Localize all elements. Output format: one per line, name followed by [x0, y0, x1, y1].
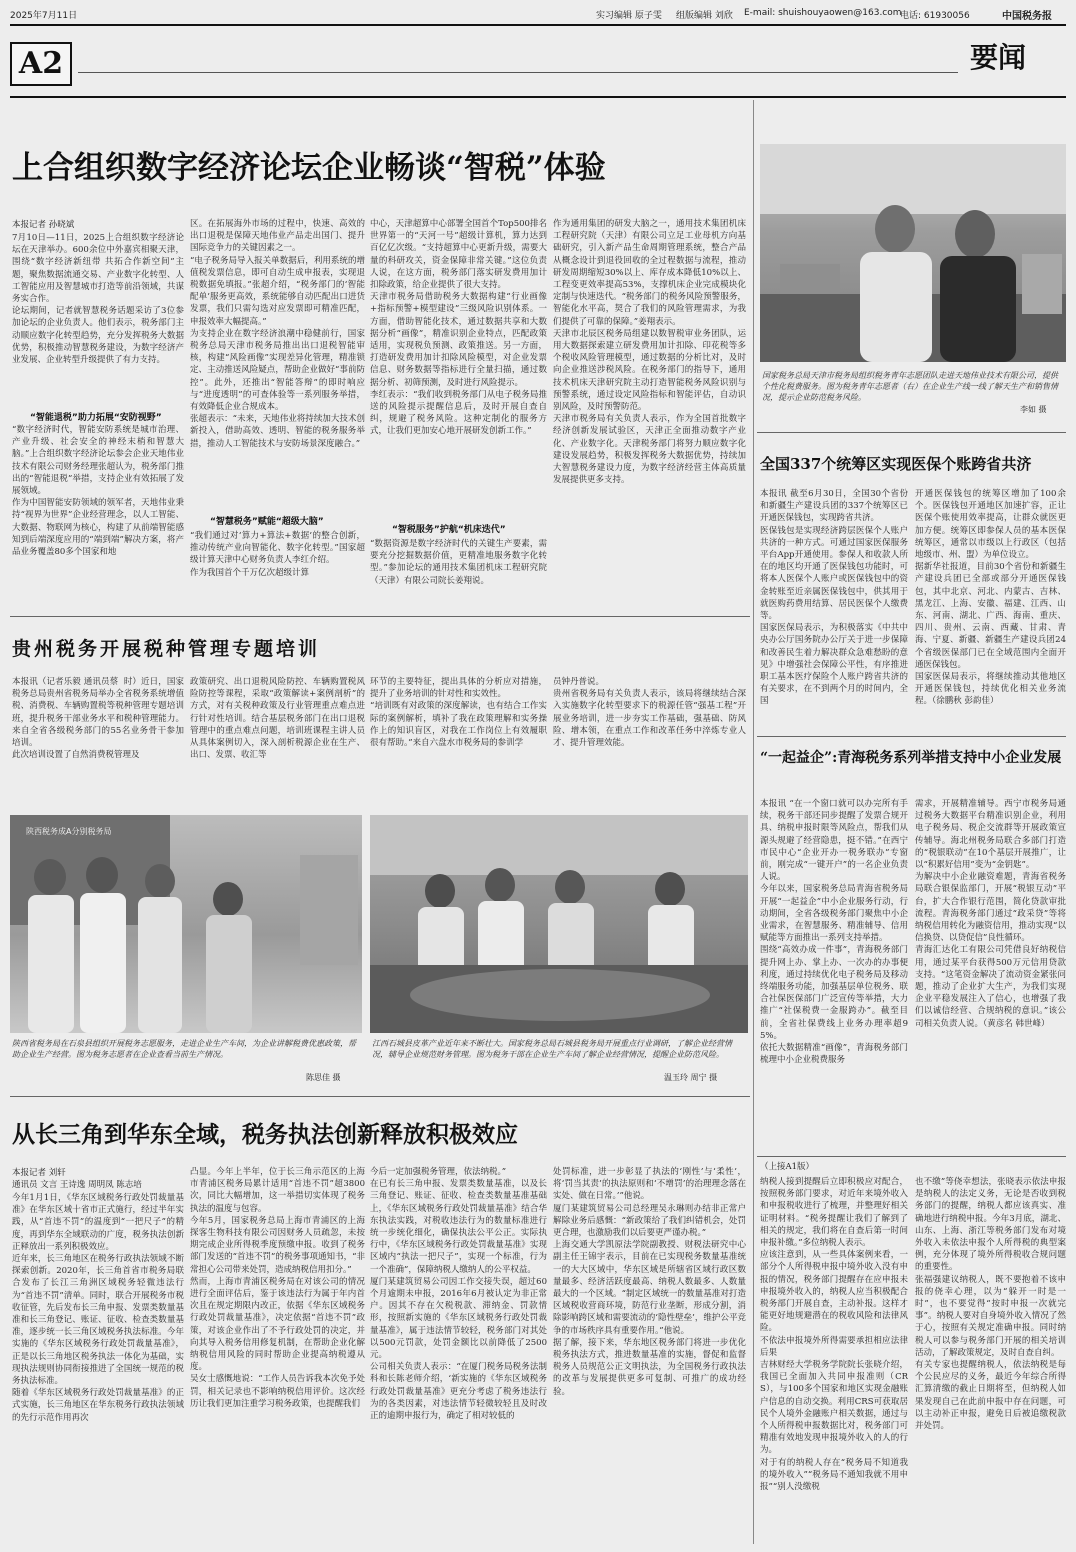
photo2-sign-text: 陕西税务成A分别税务局 [26, 827, 112, 836]
section-rule [78, 72, 958, 73]
photo3-credit: 温玉玲 周宁 摄 [664, 1073, 718, 1082]
article4-col2: 需求，开展精准辅导。西宁市税务局通过税务大数据平台精准识别企业，利用电子税务局、税企交流群等开展政策宣传辅导。海北州税务局联合多部门打造的“税银联动”在10个基层开展推广，让以“积累好信用”变为“金钥匙”。 为解决中小企业融资难题，青海省税务局联合银保监部门，开展“税银互动”平台，扩大合作银行范围，简化贷款审批流程。青海税务部门通过“政采贷”等将纳税信用转化为融资信用，推动实现“以信换贷、以贷促信”良性循环。 青海汇达化工有限公司凭借良好纳税信用，通过某平台获得500万元信用贷款支持。“这笔资金解决了流动资金紧张问题，推动了企业扩大生产，为我们实现企业平稳发展注入了信心，也增强了我们以诚信经营、合规纳税的意识。”该公司相关负责人说。（黄彦名 韩世峰） [915, 799, 1066, 1029]
contact-phone: 电话: 61930056 [900, 11, 970, 21]
article1-col1: 7月10日—11日，2025上合组织数字经济论坛在天津举办。600余位中外嘉宾相聚天津，围绕“数字经济新纽带 共拓合作新空间”主题，聚焦数据流通交易、产业数字化转型、人工智能应用及智慧城市打造等前沿领域，共谋务实合作。 论坛期间，记者就智慧税务话题采访了3位参加论坛的企业负责人。他们表示，税务部门主动顺应数字化转型趋势，充分发挥税务大数据优势，积极推动智慧税务建设，为数字经济产业发展、企业转型升级提供了有力支持。 [12, 233, 184, 366]
article5-col1: 今年1月1日，《华东区域税务行政处罚裁量基准》在华东区域十省市正式施行，经过半年实践，从“首违不罚”的温度到“一把尺子”的精度，再到华东全域联动的广度，税务执法创新正释放出一系列积极效应。 近年来，长三角地区在税务行政执法领域不断探索创新。2020年，长三角首省市税务局联合发布了长江三角洲区域税务轻微违法行为“首违不罚”清单。同时，联合开展税务市税收征管，先后发布长三角申报、发票类数量基准和长三角登记、账证、征收、检查类数量基准，逐步统一长三角区域税务执法标准。今年实施的《华东区域税务行政处罚裁量基准》，正是以长三角地区税务执法一体化为基础，实现执法规则协同衔接推进了全国统一规范的税务执法标准。 随着《华东区域税务行政处罚裁量基准》的正式实施，长三角地区在华东税务行政执法领域的先行示范作用再次 [12, 1193, 184, 1423]
photo-shaanxi-volunteers [10, 815, 362, 1033]
masthead-rule [10, 24, 1066, 26]
photo2-caption: 陕西省税务局在石泉县组织开展税务志愿服务，走进企业生产车间，为企业讲解税费优惠政策，帮助企业生产经营。图为税务志愿者在企业查看当前生产情况。 [12, 1039, 356, 1059]
article6-col1: 纳税人接到提醒后立即积极应对配合，按照税务部门要求，对近年来境外收入和申报税收进行了梳理，并整理好相关证明材料。“税务提醒让我们了解到了相关的规定，我们将在自查后第一时间申报补缴。”多位纳税人表示。 应该注意到，从一些具体案例来看，一部分个人所得税申报中境外收入没有申报的情况，税务部门提醒存在应申报未申报境外收入的，纳税人应当积极配合税务部门开展自查，主动补报。这样才能更好地规避潜在的税收风险和法律风险。 不依法申报境外所得需要承担相应法律后果 吉林财经大学税务学院院长张晓介绍，我国已全面加入共同申报准则（CRS），与100多个国家和地区实现金融账户信息的自动交换。利用CRS可获取居民个人境外金融账户相关数据，通过与个人所得税申报数据比对，税务部门可精准有效地发现申报境外收入的人的行为。 对于有的纳税人存在“税务局不知道我的境外收入”“税务局不通知我就不用申报”“别人没缴税 [760, 1177, 908, 1493]
editor-credit: 实习编辑 原子雯 [596, 11, 662, 21]
article1-col2b: “我们通过对‘算力+算法+数据’的整合创新，推动传统产业向智能化、数字化转型。”国家超级计算天津中心财务负责人李红介绍。 作为我国首个千万亿次超级计算 [190, 531, 365, 578]
rule-article4-top [757, 736, 1066, 737]
article3-col4: 员钟丹普说。 贵州省税务局有关负责人表示，该局将继续结合深入实施数字化转型要求下的税源任管“强基工程”开展业务培训，进一步夯实工作基础，强基础、防风险、增本领，在重点工作和改革任务中淬炼专业人才、提升管理效能。 [553, 677, 746, 749]
article2-headline: 全国337个统筹区实现医保个账跨省共济 [760, 455, 1032, 473]
layout-editor-credit: 组版编辑 刘欣 [676, 11, 733, 21]
article1-col4: 作为通用集团的研发大脑之一，通用技术集团机床工程研究院（天津）有限公司立足工业母机方向基础研究，引入新产品生命周期管理系统，整合产品从概念设计到退役回收的全过程数据与流程，推动研发周期缩短30%以上、库存成本降低10%以上、工程变更效率提高53%，支撑机床企业完成模块化定制与快速迭代。“税务部门的税务风险预警服务，智能化水平高，契合了我们的风险管理需求，为我们提供了可靠的保障。”姜翔表示。 天津市北辰区税务局组建以数智税审业务团队，运用大数据探索建立研发费用加计扣除、印花税等多个税收风险管理模型，通过数据的分析比对，及时向企业推送涉税风险。在税务部门的指导下，通用技术机床天津研究院主动打造智能税务风险识别与预警系统，通过设定风险指标和智能评估，自动识别风险，及时预警防范。 天津市税务局有关负责人表示，作为全国首批数字经济创新发展试验区，天津正全面推动数字产业化、产业数字化。天津税务部门将努力顺应数字化建设发展趋势，积极发挥税务大数据优势，持续加大智慧税务建设力度，为数字经济经营主体高质量发展提供更多支持。 [553, 219, 746, 486]
section-title: 要闻 [970, 41, 1027, 74]
article3-headline: 贵州税务开展税种管理专题培训 [12, 638, 321, 660]
photo2-credit: 陈思佳 摄 [306, 1073, 341, 1082]
paper-name: 中国税务报 [1002, 11, 1052, 22]
article3-col3: 环节的主要特征，提出具体的分析应对措施，提升了业务培训的针对性和实效性。 “培训既有对政策的深度解读，也有结合工作实际的案例解析，填补了我在政策理解和实务操作上的知识盲区，对我在工作岗位上有效履职很有帮助。”来自六盘水市税务局的参训学 [370, 677, 547, 749]
continued-from-label: （上接A1版） [760, 1162, 815, 1172]
photo3-caption: 江西石城县皮革产业近年来不断壮大。国家税务总局石城县税务局开展重点行业调研，了解企业经营情况，辅导企业规范财务管理。图为税务干部在企业生产车间了解企业经营情况，提醒企业防范风险。 [372, 1039, 732, 1059]
article5-col4: 处罚标准，进一步彰显了执法的‘刚性’与‘柔性’，将‘罚当其责’的执法原则和‘不增罚’的治理理念落在实处、做在日常。’”他说。 厦门某建筑贸易公司总经理吴永琳则办结非正常户解除业务后感慨：“新政策给了我们纠错机会，处罚更合理，也激励我们以后要更严谨办税。” 上海交通大学凯原法学院副教授、财税法研究中心副主任王锦宇表示，目前在已实现税务数量基准统一的大大区域中，华东区域是所辖省区域行政区数量最多、经济活跃度最高、纳税人数最多、人数量最大的一个区域。“制定区域统一的数量基准对打造区域税收营商环境，防范行业垄断，形成分割，消除影响跨区域和需要流动的‘隐性壁垒’，维护公平竞争的市场秩序具有重要作用。”他说。 据了解，接下来，华东地区税务部门将进一步优化税务执法方式，推进数量基准的实施，督促和监督税务人员规范公正文明执法，为全国税务行政执法的改革与发展提供更多可复制、可推广的成功经验。 [553, 1167, 746, 1397]
rule-article3-top [10, 616, 750, 617]
photo-tax-volunteers [760, 144, 1066, 362]
issue-date: 2025年7月11日 [10, 11, 78, 21]
article3-col1: 本报讯（记者乐毅 通讯员蔡 时）近日，国家税务总局贵州省税务局举办全省税务系统增值税、消费税、车辆购置税等税种管理专题培训班，提升税务干部业务水平和税种管理能力。来自全省各级税务部门的55名业务骨干参加培训。 此次培训设置了自然消费税管理及 [12, 677, 184, 761]
article1-subhead3: “智税服务”护航“机床迭代” [392, 525, 506, 535]
contact-email: E-mail: shuishouyaowen@163.com [744, 8, 902, 18]
photo-figures-illustration [760, 144, 1066, 362]
article1-byline: 本报记者 孙晓斌 [12, 220, 75, 230]
article2-col2: 开通医保钱包的统筹区增加了100余个。医保钱包开通地区加速扩容，正让医保个账使用效率提高，让群众就医更加方便。统筹区即参保人员的基本医保统筹区，通常以市级以上行政区（包括地级市、州、盟）为单位设立。 据新华社报道，目前30个省份和新疆生产建设兵团已全部或部分开通医保钱包，其中北京、河北、内蒙古、吉林、黑龙江、上海、安徽、福建、江西、山东、河南、湖北、广西、海南、重庆、四川、贵州、云南、西藏、甘肃、青海、宁夏、新疆、新疆生产建设兵团24个省级医保部门已在全域范围内全面开通医保钱包。 国家医保局表示，将继续推动其他地区开通医保钱包，持续优化相关业务流程。（徐鹏秋 彭韵佳） [915, 489, 1066, 707]
article3-col2: 政策研究、出口退税风险防控、车辆购置税风险防控等课程，采取“政策解读+案例剖析”的方式，对有关税种政策及行业管理重点难点进行针对性培训。结合基层税务部门在出口退税管理中的重点难点问题，培训班课程主讲人员从具体案例切入，深入剖析税源企业在生产、出口、发票、收汇等 [190, 677, 365, 761]
article4-headline: “一起益企”:青海税务系列举措支持中小企业发展 [760, 750, 1062, 766]
rule-article2-top [757, 432, 1066, 433]
article2-col1: 本报讯 截至6月30日，全国30个省份和新疆生产建设兵团的337个统筹区已开通医保钱包，实现跨省共济。 医保钱包是实现经济跨层医保个人账户共济的一种方式。可通过国家医保服务平台App开通使用。参保人和收款人所在的地区均开通了医保钱包功能时，可将本人医保个人账户或医保钱包中的资金转账至近亲属医保钱包中，供其用于就医购药费用结算、居民医保个人缴费等。 国家医保局表示，为积极落实《中共中央办公厅国务院办公厅关于进一步保障和改善民生着力解决群众急难愁盼的意见》中增强社会保障公平性，有序推进职工基本医疗保险个人账户跨省共济的有关要求，在不到两个月的时间内，全国 [760, 489, 908, 707]
photo1-credit: 李如 摄 [1020, 405, 1047, 414]
article5-byline1: 本报记者 刘轩 [12, 1168, 66, 1178]
rule-article5-top [10, 1096, 750, 1097]
article5-col2: 凸显。今年上半年，位于长三角示范区的上海市青浦区税务局累计适用“首违不罚”超3800次，同比大幅增加，这一举措切实体现了税务执法的温度与包容。 今年5月，国家税务总局上海市青浦区的上海探客生物科技有限公司因财务人员疏忽，未按期完成企业所得税季度预缴申报。收到了税务部门发送的“首违不罚”的税务事项通知书，“非常担心公司带来处罚，造成纳税信用扣分。” 然而，上海市青浦区税务局在对该公司的情况进行全面评估后，鉴于该违法行为属于年内首次且在规定期限内改正，依据《华东区域税务行政处罚裁量基准》，决定依据“首违不罚”政策，对该企业作出了不予行政处罚的决定，并向其导入税务信用修复机制，在帮助企业化解纳税信用风险的同时帮助企业提高纳税遵从度。 吴女士感慨地说：“工作人员告诉我本次免予处罚，相关记录也不影响纳税信用评价。这次经历让我们更加注重学习税务政策，也提醒我们 [190, 1167, 365, 1409]
article5-byline2: 通讯员 文言 王诗逸 周明凤 陈志培 [12, 1180, 142, 1190]
article1-subhead1: “智能退税”助力拓展“安防视野” [30, 413, 162, 423]
photo3-figures-illustration [370, 815, 748, 1033]
article5-headline: 从长三角到华东全域，税务执法创新释放积极效应 [12, 1121, 518, 1148]
rule-article6-top [757, 1156, 1066, 1157]
article1-headline: 上合组织数字经济论坛企业畅谈“智税”体验 [12, 150, 606, 186]
photo1-caption: 国家税务总局天津市税务局组织税务青年志愿团队走进天地伟业技术有限公司，提供个性化税费服务。图为税务青年志愿者（右）在企业生产线一线了解天生产和销售情况，提示企业防范税务风险。 [762, 371, 1058, 402]
article1-col2: 区。在拓展海外市场的过程中，快速、高效的出口退税是保障天地伟业产品走出国门、提升国际竞争力的关键因素之一。 “电子税务局导入报关单数据后，利用系统的增值税发票信息，即可自动生成申报表，实现退税数据免填报。”张超介绍，“税务部门的‘智能配单’服务更高效，系统能够自动匹配出口进货发票，我们只需勾选对应发票即可精准匹配，申报效率大幅提高。” 为支持企业在数字经济浪潮中稳健前行，国家税务总局天津市税务局推出出口退税智能审核，构建“风险画像”实现差异化管理，精准锁定、主动推送风险疑点，帮助企业做好“事前防控”。此外，还推出“智能答辩”的即时响应与“进度透明”的可查体验等一系列服务举措，有效降低企业合规成本。 张超表示：“未来，天地伟业将持续加大技术创新投入，借助高效、透明、智能的税务服务举措，推动人工智能技术与安防场景深度融合。” [190, 219, 365, 449]
article6-col2: 也不缴”等侥幸想法，张晓表示依法申报是纳税人的法定义务，无论是否收到税务部门的提醒，纳税人都应该真实、准确地进行纳税申报。今年3月底，湖北、山东、上海、浙江等税务部门发布对境外收入未依法申报个人所得税的典型案例，充分体现了境外所得税收合规问题的重要性。 张福强建议纳税人，既不要抱着不该申报的侥幸心理，以为“躲开一时是一时”，也不要觉得“按时申报一次就完事”。纳税人要对自身境外收入情况了然于心，按照有关规定准确申报。同时纳税人可以参与税务部门开展的相关培训活动，了解政策规定，及时自查自纠。 有关专家也提醒纳税人，依法纳税是每个公民应尽的义务，最近今年综合所得汇算清缴的截止日期将至，但纳税人如果发现自己在此前申报中存在问题，可以主动补正申报，避免日后被追缴税款并处罚。 [915, 1177, 1066, 1432]
page-number-badge: A2 [10, 42, 72, 86]
article1-subhead2: “智慧税务”赋能“超级大脑” [210, 517, 324, 527]
article5-col3: 今后一定加强税务管理，依法纳税。” 在已有长三角申报、发票类数量基准，以及长三角登记、账证、征收、检查类数量基准基础上，《华东区域税务行政处罚裁量基准》结合华东执法实践，对税收违法行为的数量标准进行统一步统化细化，确保执法公平公正。实际执行中，《华东区域税务行政处罚裁量基准》实现区域内“执法一把尺子”，实现一个标准，行为一个准确”，保障纳税人缴纳人的公平权益。 厦门某建筑贸易公司因工作交接失误，超过60个月逾期未申报，2016年6月被认定为非正常户。因其不存在欠税税款、滞纳金、罚款情形，按照新实施的《华东区域税务行政处罚裁量基准》，属于违法情节较轻，税务部门对其处以500元罚款，处罚金额比以前降低了2500元。 公司相关负责人表示：“在厦门税务局税务法制科和长陈老师介绍，‘新实施的《华东区域税务行政处罚裁量基准》更充分考虑了税务违法行为的各类因素，对违法情节轻微较轻且及时改正的逾期申报行为，确定了相对较低的 [370, 1167, 547, 1422]
photo-jiangxi-leather-factory [370, 815, 748, 1033]
column-divider [753, 100, 754, 1544]
top-rule [10, 96, 1066, 98]
article1-col3: 中心，天津超算中心部署全国首个Top500排名世界第一的“天河一号”超级计算机，算力达到百亿亿次级。“支持超算中心更新升级，需要大量的科研攻关，资金保障非常关键。”这位负责人说，在这方面，税务部门落实研发费用加计扣除政策，给企业提供了很大支持。 天津市税务局借助税务大数据构建“行业画像+指标预警+模型建设”三级风险识别体系。一方面，借助智能化技术，通过数据共享和大数据分析“画像”，精准识别企业特点，匹配政策适用，实现税负预测、政策推送。另一方面，打造研发费用加计扣除风险模型，对企业发票信息、财务数据等指标进行全量扫描，通过数据分析、初筛预测，及时进行风险提示。 李红表示：“我们收到税务部门从电子税务局推送的风险提示提醒信息后，及时开展自查自纠，规避了税务风险。这种定制化的服务方式，让我们更加安心地开展研发创新工作。” [370, 219, 547, 437]
photo2-figures-illustration [10, 815, 362, 1033]
article1-col1b: “数字经济时代，智能安防系统是城市治理、产业升级、社会安全的神经末梢和智慧大脑。”上合组织数字经济论坛参会企业天地伟业技术有限公司财务经理张超认为，税务部门推出的“智能退税”举措，支持企业有效拓展了发展领域。 作为中国智能安防领域的领军者，天地伟业秉持“视界为世界”企业经营理念，以人工智能、大数据、物联网为核心，构建了从前端智能感知到后端深度应用的“端到端”解决方案，将产品业务覆盖80多个国家和地 [12, 425, 184, 558]
article1-col3b: “数据资源是数字经济时代的关键生产要素，需要充分挖掘数据价值，更精准地服务数字化转型。”参加论坛的通用技术集团机床工程研究院（天津）有限公司院长姜翔说。 [370, 539, 547, 586]
article4-col1: 本报讯 “在一个窗口就可以办完所有手续，税务干部还同步提醒了发票合规开具、纳税申报时限等风险点，帮我们从源头规避了经营隐患，挺不错。”在西宁市民中心“企业开办一税务联办”专窗前，刚完成“一键开户”的一名企业负责人说。 今年以来，国家税务总局青海省税务局开展“一起益企”中小企业服务行动，行动期间，全省各级税务部门聚焦中小企业需求，在智慧服务、精准辅导、信用赋能等方面推出一系列支持举措。 围绕“高效办成一件事”，青海税务部门提升网上办、掌上办、一次办的办事便利度，通过持续优化电子税务局及移动终端服务功能，加强基层单位税务、联合社保医保部门广泛宣传等举措，大力推广“社保税费一金服跨办”。截至目前，全省社保费线上业务办理率超95%。 依托大数据精准“画像”，青海税务部门梳理中小企业税费服务 [760, 799, 908, 1066]
